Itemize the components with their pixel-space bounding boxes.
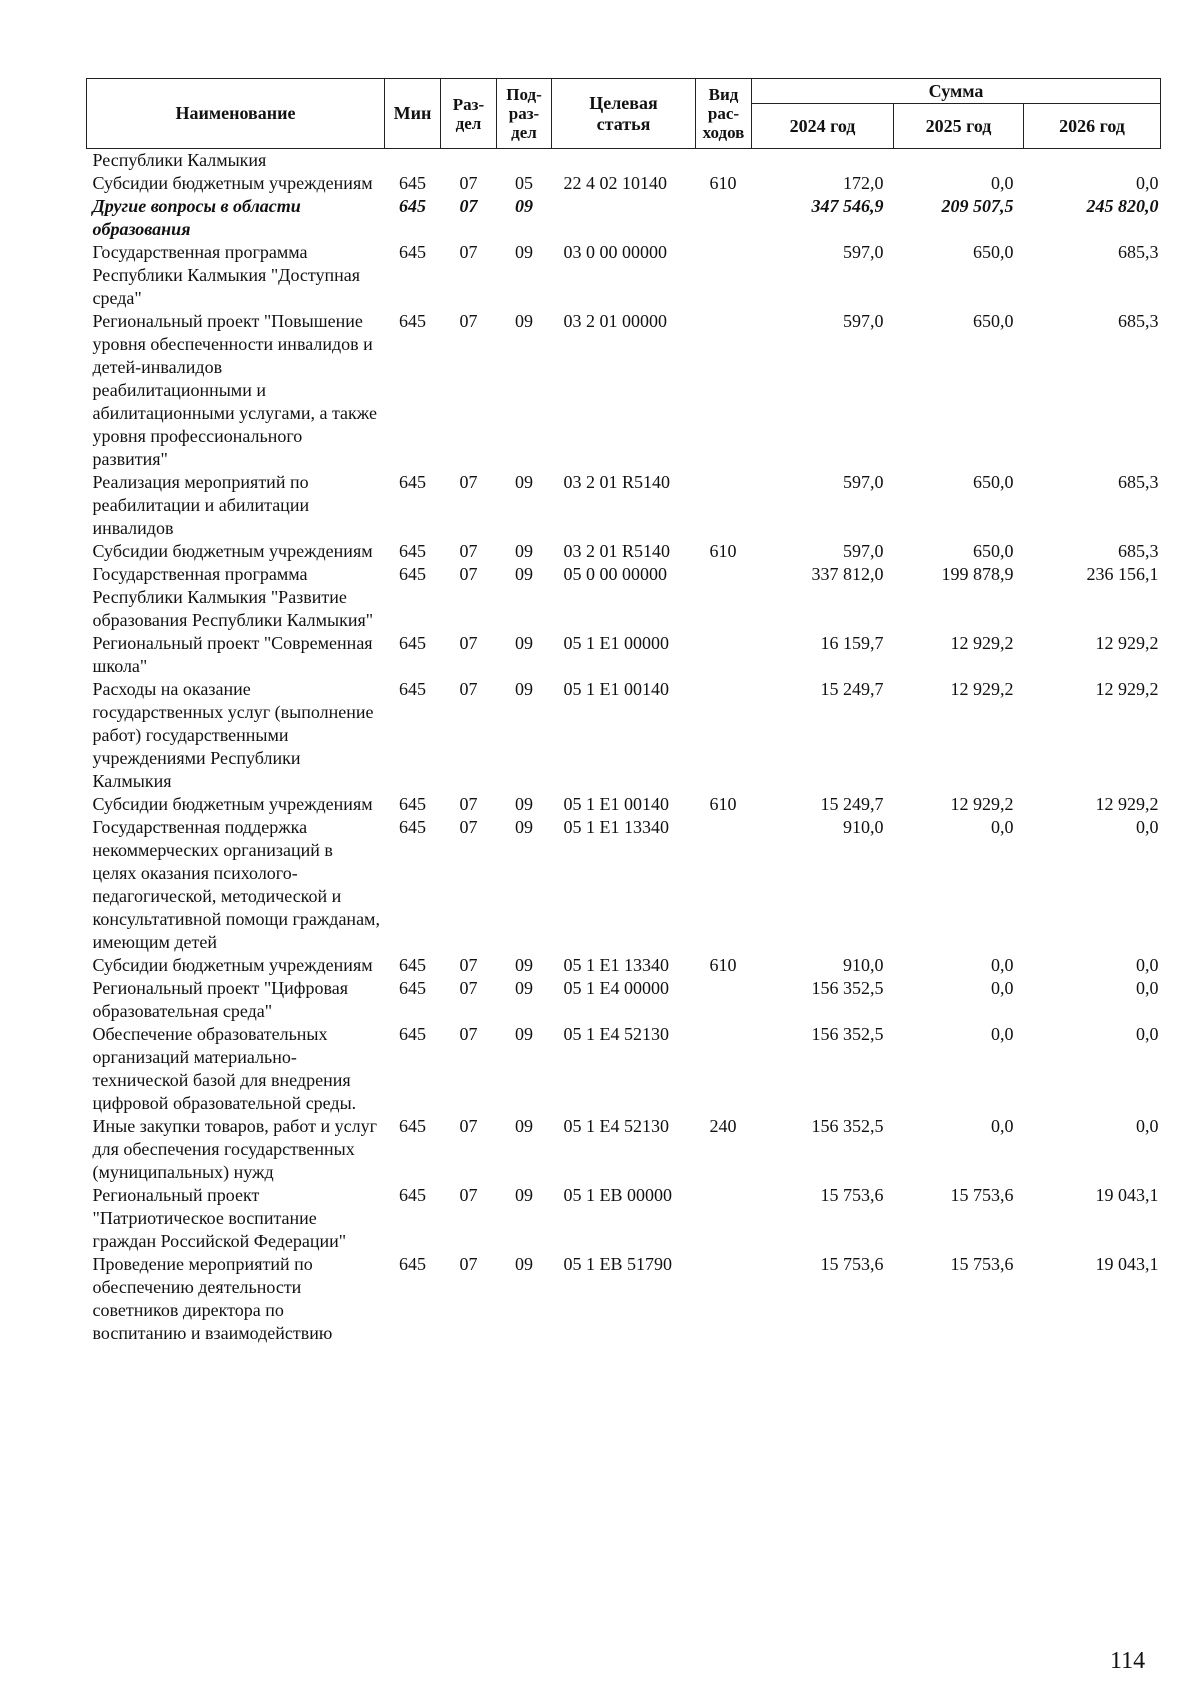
row-amount-2024: 156 352,5 bbox=[811, 1024, 884, 1044]
row-podrazdel: 09 bbox=[515, 633, 533, 653]
row-min: 645 bbox=[399, 817, 426, 837]
row-name: Иные закупки товаров, работ и услуг для обеспечения государственных (муниципальных) нужд bbox=[92, 1116, 377, 1182]
table-row bbox=[87, 632, 1161, 678]
budget-table bbox=[86, 78, 1161, 1345]
row-celevaya-statya: 22 4 02 10140 bbox=[563, 173, 667, 193]
row-name: Государственная программа Республики Калмыкия "Доступная среда" bbox=[92, 242, 361, 308]
row-celevaya-statya: 05 1 E1 13340 bbox=[563, 955, 669, 975]
row-podrazdel: 09 bbox=[515, 242, 533, 262]
row-name: Проведение мероприятий по обеспечению деятельности советников директора по воспитанию и взаимодействию bbox=[92, 1254, 333, 1343]
row-name: Региональный проект "Современная школа" bbox=[92, 633, 373, 676]
row-vid-raskhodov bbox=[696, 471, 752, 540]
row-razdel: 07 bbox=[459, 564, 478, 584]
row-razdel: 07 bbox=[459, 173, 478, 193]
row-amount-2024: 597,0 bbox=[843, 472, 884, 492]
row-amount-2026: 12 929,2 bbox=[1095, 679, 1159, 699]
row-amount-2025: 0,0 bbox=[991, 1116, 1014, 1136]
row-podrazdel: 09 bbox=[515, 1254, 533, 1274]
row-amount-2026: 0,0 bbox=[1136, 978, 1159, 998]
row-name: Другие вопросы в области образования bbox=[92, 196, 301, 239]
row-min: 645 bbox=[399, 978, 426, 998]
row-min: 645 bbox=[399, 541, 426, 561]
row-vid-raskhodov bbox=[696, 195, 752, 241]
row-razdel: 07 bbox=[459, 242, 478, 262]
row-celevaya-statya: 05 1 E1 00000 bbox=[563, 633, 669, 653]
table-row bbox=[87, 172, 1161, 195]
row-celevaya-statya: 05 1 EB 51790 bbox=[563, 1254, 673, 1274]
row-vid-raskhodov bbox=[696, 310, 752, 471]
row-amount-2025: 0,0 bbox=[991, 817, 1014, 837]
table-row bbox=[87, 310, 1161, 471]
row-amount-2026: 19 043,1 bbox=[1095, 1254, 1159, 1274]
row-celevaya-statya: 03 2 01 R5140 bbox=[563, 541, 671, 561]
row-amount-2024: 597,0 bbox=[843, 311, 884, 331]
row-min: 645 bbox=[399, 173, 426, 193]
row-amount-2024: 156 352,5 bbox=[811, 1116, 884, 1136]
row-razdel: 07 bbox=[459, 1024, 478, 1044]
row-vid-raskhodov bbox=[696, 816, 752, 954]
row-podrazdel bbox=[497, 149, 552, 173]
row-name: Реализация мероприятий по реабилитации и абилитации инвалидов bbox=[92, 472, 310, 538]
table-row bbox=[87, 195, 1161, 241]
row-amount-2024: 910,0 bbox=[843, 955, 884, 975]
row-min: 645 bbox=[399, 955, 426, 975]
row-razdel bbox=[441, 149, 497, 173]
row-podrazdel: 09 bbox=[515, 1024, 533, 1044]
row-amount-2024: 15 753,6 bbox=[820, 1185, 884, 1205]
header-vid: Вид рас- ходов bbox=[696, 79, 752, 149]
row-min: 645 bbox=[399, 564, 426, 584]
row-celevaya-statya: 03 2 01 R5140 bbox=[563, 472, 671, 492]
row-razdel: 07 bbox=[459, 196, 478, 216]
row-podrazdel: 09 bbox=[515, 472, 533, 492]
row-vid-raskhodov: 610 bbox=[709, 955, 737, 975]
row-celevaya-statya bbox=[552, 195, 696, 241]
row-razdel: 07 bbox=[459, 311, 478, 331]
row-amount-2024: 337 812,0 bbox=[811, 564, 884, 584]
row-amount-2026: 236 156,1 bbox=[1086, 564, 1159, 584]
row-amount-2024: 15 249,7 bbox=[820, 679, 884, 699]
row-amount-2026: 0,0 bbox=[1136, 955, 1159, 975]
row-amount-2024: 15 249,7 bbox=[820, 794, 884, 814]
row-amount-2024: 910,0 bbox=[843, 817, 884, 837]
row-min: 645 bbox=[399, 633, 426, 653]
row-vid-raskhodov: 610 bbox=[709, 794, 737, 814]
row-amount-2025: 209 507,5 bbox=[941, 196, 1014, 216]
row-razdel: 07 bbox=[459, 472, 478, 492]
table-row bbox=[87, 977, 1161, 1023]
row-amount-2024: 347 546,9 bbox=[811, 196, 884, 216]
row-name: Расходы на оказание государственных услуг (выполнение работ) государственными учреждениями Республики Калмыкия bbox=[92, 679, 374, 791]
row-amount-2026: 0,0 bbox=[1136, 1024, 1159, 1044]
row-amount-2024: 597,0 bbox=[843, 242, 884, 262]
row-razdel: 07 bbox=[459, 794, 478, 814]
row-min: 645 bbox=[399, 1024, 426, 1044]
header-celevaya: Целевая статья bbox=[552, 79, 696, 149]
row-vid-raskhodov bbox=[696, 1253, 752, 1345]
row-celevaya-statya: 05 1 E4 52130 bbox=[563, 1116, 669, 1136]
row-razdel: 07 bbox=[459, 1185, 478, 1205]
row-vid-raskhodov: 240 bbox=[709, 1116, 737, 1136]
row-celevaya-statya: 05 1 E4 52130 bbox=[563, 1024, 669, 1044]
row-podrazdel: 09 bbox=[515, 794, 533, 814]
row-vid-raskhodov: 610 bbox=[709, 541, 737, 561]
row-name: Региональный проект "Патриотическое воспитание граждан Российской Федерации" bbox=[92, 1185, 347, 1251]
row-name: Региональный проект "Цифровая образовательная среда" bbox=[92, 978, 348, 1021]
header-podrazdel: Под- раз- дел bbox=[497, 79, 552, 149]
row-name: Региональный проект "Повышение уровня обеспеченности инвалидов и детей-инвалидов реабилитационными и абилитационными услугами, а также уровня профессионального развития" bbox=[92, 311, 377, 469]
table-row bbox=[87, 1023, 1161, 1115]
row-amount-2024: 597,0 bbox=[843, 541, 884, 561]
row-amount-2026: 19 043,1 bbox=[1095, 1185, 1159, 1205]
row-amount-2026: 685,3 bbox=[1118, 541, 1159, 561]
row-min: 645 bbox=[399, 1116, 426, 1136]
row-amount-2026: 685,3 bbox=[1118, 311, 1159, 331]
row-celevaya-statya: 03 0 00 00000 bbox=[563, 242, 667, 262]
table-row bbox=[87, 540, 1161, 563]
row-amount-2025: 0,0 bbox=[991, 173, 1014, 193]
table-row bbox=[87, 1253, 1161, 1345]
row-celevaya-statya: 05 1 EB 00000 bbox=[563, 1185, 673, 1205]
row-amount-2025: 650,0 bbox=[973, 311, 1014, 331]
table-body bbox=[87, 149, 1161, 1346]
table-row bbox=[87, 471, 1161, 540]
table-row bbox=[87, 1115, 1161, 1184]
row-podrazdel: 09 bbox=[515, 541, 533, 561]
row-amount-2026: 0,0 bbox=[1136, 173, 1159, 193]
row-celevaya-statya: 05 1 E4 00000 bbox=[563, 978, 669, 998]
header-year-2026: 2026 год bbox=[1024, 104, 1161, 149]
table-row bbox=[87, 954, 1161, 977]
row-vid-raskhodov bbox=[696, 241, 752, 310]
row-amount-2025: 0,0 bbox=[991, 1024, 1014, 1044]
row-amount-2025: 12 929,2 bbox=[950, 794, 1014, 814]
row-amount-2026: 0,0 bbox=[1136, 817, 1159, 837]
table-row bbox=[87, 793, 1161, 816]
row-amount-2026: 685,3 bbox=[1118, 242, 1159, 262]
row-amount-2025: 199 878,9 bbox=[941, 564, 1014, 584]
row-amount-2026 bbox=[1024, 149, 1161, 173]
row-razdel: 07 bbox=[459, 1116, 478, 1136]
row-razdel: 07 bbox=[459, 1254, 478, 1274]
row-podrazdel: 09 bbox=[515, 978, 533, 998]
header-razdel: Раз- дел bbox=[441, 79, 497, 149]
row-vid-raskhodov bbox=[696, 632, 752, 678]
row-podrazdel: 09 bbox=[515, 564, 533, 584]
row-podrazdel: 09 bbox=[515, 311, 533, 331]
row-min bbox=[385, 149, 441, 173]
row-vid-raskhodov: 610 bbox=[709, 173, 737, 193]
row-vid-raskhodov bbox=[696, 149, 752, 173]
row-razdel: 07 bbox=[459, 633, 478, 653]
row-amount-2025: 12 929,2 bbox=[950, 679, 1014, 699]
row-celevaya-statya: 03 2 01 00000 bbox=[563, 311, 667, 331]
header-year-2025: 2025 год bbox=[894, 104, 1024, 149]
row-razdel: 07 bbox=[459, 679, 478, 699]
row-amount-2024: 16 159,7 bbox=[820, 633, 884, 653]
header-min: Мин bbox=[385, 79, 441, 149]
row-amount-2026: 12 929,2 bbox=[1095, 794, 1159, 814]
row-podrazdel: 05 bbox=[515, 173, 533, 193]
table-row bbox=[87, 678, 1161, 793]
row-amount-2026: 12 929,2 bbox=[1095, 633, 1159, 653]
row-amount-2024: 156 352,5 bbox=[811, 978, 884, 998]
row-celevaya-statya: 05 1 E1 13340 bbox=[563, 817, 669, 837]
row-celevaya-statya: 05 1 E1 00140 bbox=[563, 679, 669, 699]
row-name: Республики Калмыкия bbox=[92, 150, 267, 170]
row-amount-2024: 172,0 bbox=[843, 173, 884, 193]
row-vid-raskhodov bbox=[696, 563, 752, 632]
header-summa: Сумма bbox=[752, 79, 1161, 104]
row-amount-2025: 650,0 bbox=[973, 242, 1014, 262]
table-row bbox=[87, 563, 1161, 632]
header-year-2024: 2024 год bbox=[752, 104, 894, 149]
page-number: 114 bbox=[1110, 1648, 1146, 1674]
header-name: Наименование bbox=[87, 79, 385, 149]
row-min: 645 bbox=[399, 794, 426, 814]
row-podrazdel: 09 bbox=[515, 1185, 533, 1205]
row-min: 645 bbox=[399, 679, 426, 699]
row-min: 645 bbox=[399, 1185, 426, 1205]
row-min: 645 bbox=[399, 196, 426, 216]
row-min: 645 bbox=[399, 1254, 426, 1274]
table-row bbox=[87, 816, 1161, 954]
row-min: 645 bbox=[399, 472, 426, 492]
row-amount-2025: 650,0 bbox=[973, 541, 1014, 561]
row-amount-2025: 0,0 bbox=[991, 978, 1014, 998]
row-amount-2026: 0,0 bbox=[1136, 1116, 1159, 1136]
row-razdel: 07 bbox=[459, 817, 478, 837]
row-razdel: 07 bbox=[459, 978, 478, 998]
row-amount-2025: 650,0 bbox=[973, 472, 1014, 492]
row-name: Обеспечение образовательных организаций материально-технической базой для внедрения цифровой образовательной среды. bbox=[92, 1024, 357, 1113]
row-min: 645 bbox=[399, 242, 426, 262]
row-celevaya-statya: 05 1 E1 00140 bbox=[563, 794, 669, 814]
row-vid-raskhodov bbox=[696, 977, 752, 1023]
row-amount-2025: 12 929,2 bbox=[950, 633, 1014, 653]
row-vid-raskhodov bbox=[696, 678, 752, 793]
row-amount-2026: 685,3 bbox=[1118, 472, 1159, 492]
table-row bbox=[87, 241, 1161, 310]
row-amount-2025 bbox=[894, 149, 1024, 173]
row-razdel: 07 bbox=[459, 541, 478, 561]
row-podrazdel: 09 bbox=[515, 679, 533, 699]
row-celevaya-statya bbox=[552, 149, 696, 173]
row-min: 645 bbox=[399, 311, 426, 331]
row-amount-2025: 0,0 bbox=[991, 955, 1014, 975]
row-name: Государственная программа Республики Калмыкия "Развитие образования Республики Калмыкия" bbox=[92, 564, 374, 630]
budget-page bbox=[86, 78, 1160, 1345]
table-row bbox=[87, 1184, 1161, 1253]
row-amount-2024: 15 753,6 bbox=[820, 1254, 884, 1274]
row-name: Субсидии бюджетным учреждениям bbox=[92, 541, 373, 561]
row-amount-2025: 15 753,6 bbox=[950, 1254, 1014, 1274]
row-name: Государственная поддержка некоммерческих организаций в целях оказания психолого-педагогической, методической и консультативной помощи гражданам, имеющим детей bbox=[92, 817, 380, 952]
row-podrazdel: 09 bbox=[515, 196, 533, 216]
row-razdel: 07 bbox=[459, 955, 478, 975]
row-name: Субсидии бюджетным учреждениям bbox=[92, 794, 373, 814]
table-header bbox=[87, 79, 1161, 149]
row-name: Субсидии бюджетным учреждениям bbox=[92, 955, 373, 975]
row-amount-2025: 15 753,6 bbox=[950, 1185, 1014, 1205]
row-podrazdel: 09 bbox=[515, 817, 533, 837]
row-vid-raskhodov bbox=[696, 1023, 752, 1115]
row-amount-2026: 245 820,0 bbox=[1086, 196, 1159, 216]
row-vid-raskhodov bbox=[696, 1184, 752, 1253]
row-celevaya-statya: 05 0 00 00000 bbox=[563, 564, 667, 584]
row-podrazdel: 09 bbox=[515, 1116, 533, 1136]
table-row bbox=[87, 149, 1161, 173]
row-name: Субсидии бюджетным учреждениям bbox=[92, 173, 373, 193]
row-podrazdel: 09 bbox=[515, 955, 533, 975]
row-amount-2024 bbox=[752, 149, 894, 173]
